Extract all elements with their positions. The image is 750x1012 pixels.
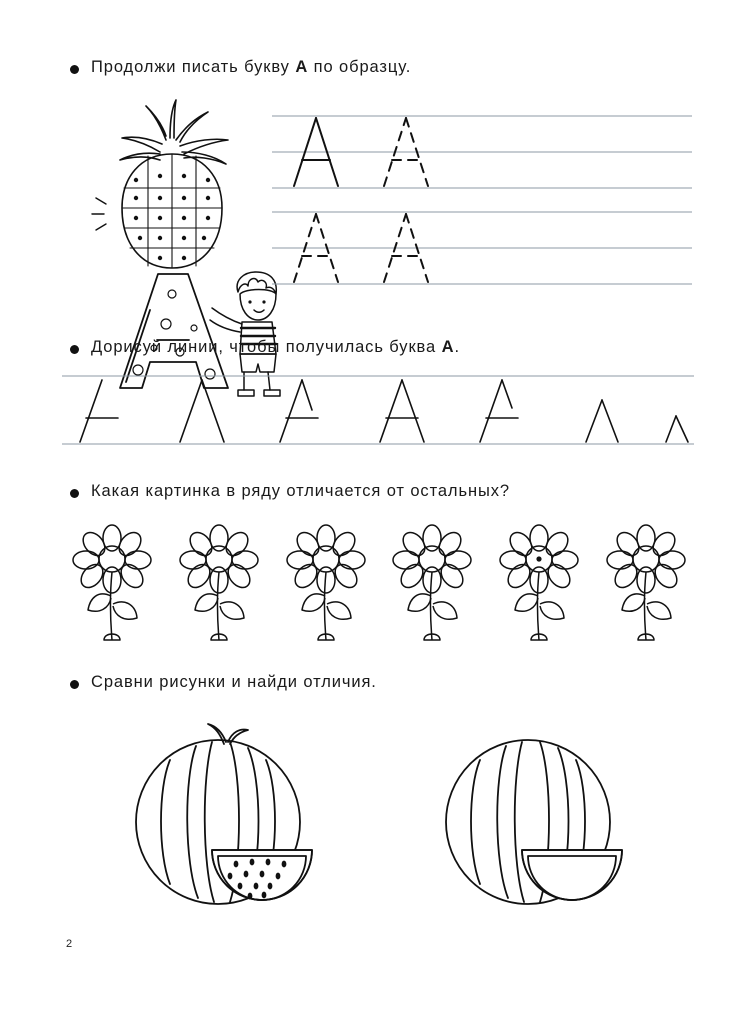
letter-a-partial-2: [180, 380, 224, 442]
task-2-text-before: Дорисуй линии, чтобы получилась буква: [91, 338, 442, 356]
task-4-text: [91, 673, 377, 693]
flower-item[interactable]: [384, 520, 480, 650]
task-1-text-before: Продолжи писать букву: [91, 58, 296, 76]
task-2-text-after: .: [454, 338, 460, 356]
bullet-icon: [70, 489, 79, 498]
task-4-heading: [70, 673, 377, 693]
flower-item[interactable]: [278, 520, 374, 650]
watermelon-right[interactable]: [410, 712, 660, 917]
task-2-letter: А: [441, 338, 455, 356]
task-2-text: [91, 338, 460, 358]
bullet-icon: [70, 65, 79, 74]
task-3-heading: [70, 482, 510, 502]
task-4-text-content: Сравни рисунки и найди отличия.: [91, 673, 377, 691]
watermelon-left[interactable]: [100, 712, 350, 917]
flower-item[interactable]: [64, 520, 160, 650]
task-3-text-content: Какая картинка в ряду отличается от остальных?: [91, 482, 510, 500]
bullet-icon: [70, 680, 79, 689]
task-3-text: [91, 482, 510, 502]
watermelon-comparison-row: [100, 712, 660, 922]
bullet-icon: [70, 345, 79, 354]
pineapple-letter-a-illustration: [62, 96, 277, 311]
letter-a-partial-7: [666, 416, 688, 442]
task-1-heading: [70, 58, 411, 78]
task-2-heading: [70, 338, 460, 358]
letter-a-partial-1: [80, 380, 118, 442]
flower-item[interactable]: [171, 520, 267, 650]
letter-a-partial-6: [586, 400, 618, 442]
task-1-text: [91, 58, 411, 78]
task-1-text-after: по образцу.: [308, 58, 412, 76]
letter-a-partial-5: [480, 380, 518, 442]
letter-a-partial-3: [280, 380, 318, 442]
letter-tracing-rows: [272, 108, 692, 298]
page-number: 2: [66, 938, 73, 950]
letter-a-partial-4: [380, 380, 424, 442]
complete-the-letter-row: [62, 372, 694, 452]
task-1-letter: А: [295, 58, 309, 76]
flower-row: [64, 520, 694, 650]
flower-item[interactable]: [598, 520, 694, 650]
flower-item-odd-one[interactable]: [491, 520, 587, 650]
